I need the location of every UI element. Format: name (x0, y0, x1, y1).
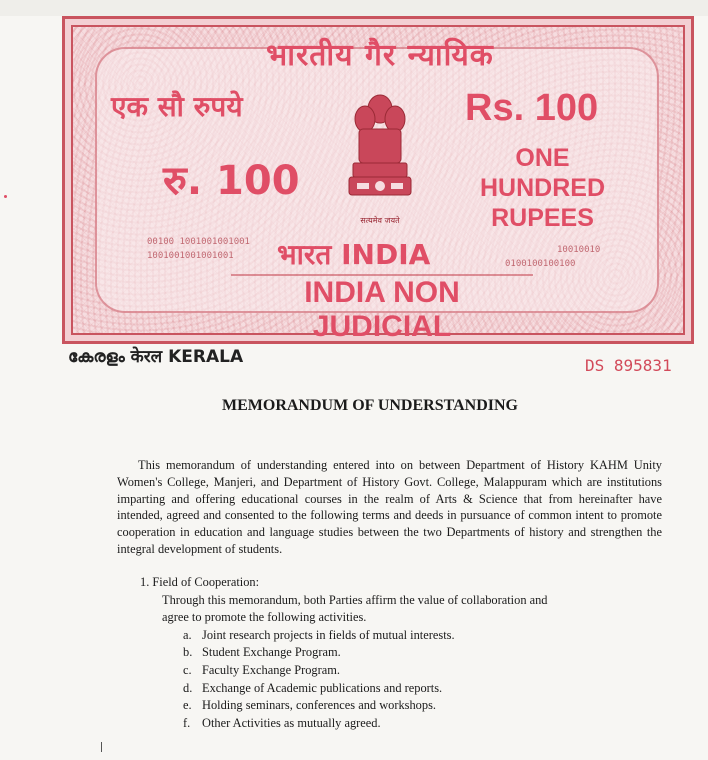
stamp-hindi-amount: एक सौ रुपये (111, 90, 243, 123)
document-title: MEMORANDUM OF UNDERSTANDING (222, 397, 518, 414)
ink-dot (4, 195, 7, 198)
list-item (183, 644, 640, 662)
list-item (183, 697, 640, 715)
section-heading: 1. Field of Cooperation: (140, 575, 260, 589)
list-item (183, 662, 640, 680)
stamp-hundred-rupees-label: HUNDRED RUPEES (480, 174, 605, 232)
list-item (183, 715, 640, 733)
list-item-text: Exchange of Academic publications and reports. (202, 680, 443, 695)
stamp-micro-text: 1001001001001001 (147, 251, 234, 261)
stamp-one-label: ONE (515, 144, 570, 172)
list-item-text: Student Exchange Program. (202, 645, 341, 660)
stamp-micro-text: 00100 1001001001001 (147, 237, 250, 247)
stamp-micro-text: 0100100100100 (505, 259, 576, 269)
list-item-text: Other Activities as mutually agreed. (202, 715, 381, 730)
activity-list (183, 627, 640, 733)
page-top-strip (0, 0, 708, 16)
state-name-kerala: കേരളം केरल KERALA (68, 347, 244, 367)
section-body-line: agree to promote the following activities. (162, 610, 367, 625)
list-item-letter: f. (183, 715, 191, 730)
margin-tick-mark (101, 742, 102, 752)
stamp-rs-amount: Rs. 100 (465, 87, 599, 129)
stamp-ru-amount: रु. 100 (163, 158, 300, 204)
stamp-one-hundred-rupees (435, 143, 650, 233)
list-item-letter: e. (183, 698, 192, 713)
stamp-india-non-judicial: INDIA NON JUDICIAL (231, 274, 533, 344)
section-field-of-cooperation (140, 574, 640, 732)
stamp-motto: सत्यमेव जयते (360, 216, 400, 225)
list-item-letter: b. (183, 645, 193, 660)
list-item-letter: a. (183, 627, 192, 642)
list-item-text: Faculty Exchange Program. (202, 662, 340, 677)
list-item-letter: d. (183, 680, 193, 695)
stamp-bharat-india: भारत INDIA (277, 238, 431, 271)
list-item-letter: c. (183, 662, 192, 677)
list-item-text: Holding seminars, conferences and workshops. (202, 698, 436, 713)
list-item (183, 627, 640, 645)
stamp-paper (62, 16, 694, 344)
stamp-serial-number: DS 895831 (585, 356, 672, 375)
intro-paragraph: This memorandum of understanding entered into on between Department of History KAHM Unity Women's College, Manjeri, and Department of History Govt. College, Malappuram which are institutions imparting and offering educational courses in the realm of Arts & Science that from hereinafter have intended, agreed and consented to the following terms and deeds in pursuance of common intent to promote cooperation in education and language studies between the two Departments of history and strengthen the integral development of students. (117, 458, 662, 556)
ashoka-emblem-icon (345, 89, 415, 209)
section-body-line: Through this memorandum, both Parties affirm the value of collaboration and (162, 592, 548, 607)
stamp-micro-text: 10010010 (557, 245, 601, 255)
list-item-text: Joint research projects in fields of mutual interests. (202, 627, 455, 642)
stamp-hindi-title: भारतीय गैर न्यायिक (266, 38, 494, 73)
list-item (183, 680, 640, 698)
section-body (162, 592, 640, 733)
